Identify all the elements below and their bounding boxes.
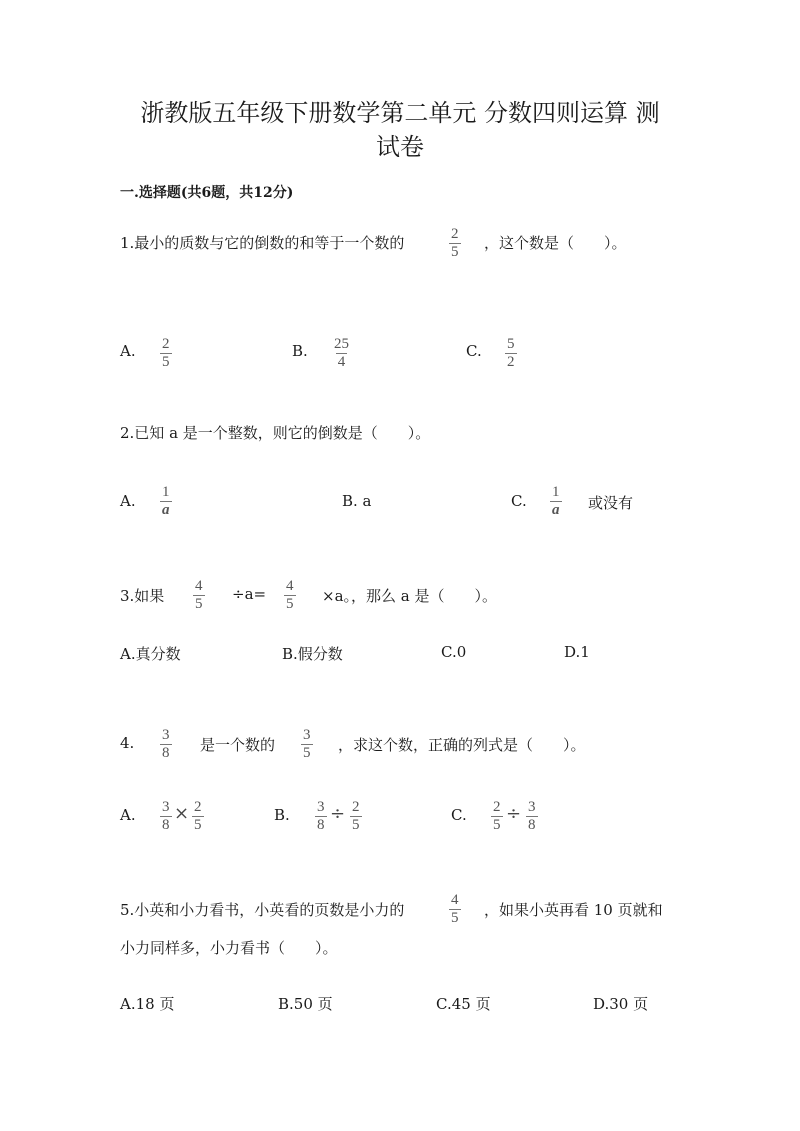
q4-text-middle: 是一个数的: [200, 736, 276, 754]
q2-option-a-denominator: a: [162, 502, 170, 518]
q4-option-a-denominator-1: 8: [162, 817, 170, 833]
q1-option-c-fraction: [505, 336, 517, 371]
q4-option-b-operator: ÷: [330, 803, 346, 824]
q4-fraction-2-numerator: 3: [303, 727, 311, 743]
q5-text-before: 5.小英和小力看书，小英看的页数是小力的: [120, 901, 405, 919]
q3-fraction-2-numerator: 4: [286, 578, 294, 594]
q4-fraction-1: [160, 727, 172, 762]
q2-option-c-suffix: 或没有: [588, 494, 634, 512]
q4-fraction-1-denominator: 8: [162, 745, 170, 761]
q3-option-d: D.1: [564, 643, 590, 661]
q4-option-c-denominator-2: 8: [528, 817, 536, 833]
q4-option-a-numerator-2: 2: [194, 799, 202, 815]
q3-text-after: ×a。，那么 a 是（ ）。: [322, 587, 497, 605]
q2-option-a-numerator: 1: [162, 484, 170, 500]
q4-option-c-denominator-1: 5: [493, 817, 501, 833]
q4-fraction-2: [301, 727, 313, 762]
section-heading: 一.选择题(共6题，共12分): [120, 185, 294, 201]
q5-text-line-2: 小力同样多，小力看书（ ）。: [120, 939, 338, 957]
q2-option-c-numerator: 1: [552, 484, 560, 500]
q5-fraction-numerator: 4: [451, 892, 459, 908]
q2-option-c-denominator: a: [552, 502, 560, 518]
q1-option-a-denominator: 5: [162, 354, 170, 370]
q3-text-middle: ÷a=: [232, 585, 267, 603]
q4-text-before: 4.: [120, 734, 135, 752]
q2-option-a-fraction: [160, 484, 172, 519]
q4-option-b-fraction-1: [315, 799, 327, 834]
q4-option-b-label: B.: [274, 806, 290, 824]
q4-option-c-label: C.: [451, 806, 467, 824]
q3-option-a: A.真分数: [120, 645, 181, 663]
q4-option-b-fraction-2: [350, 799, 362, 834]
q1-fraction-denominator: 5: [451, 244, 459, 260]
q1-option-b-fraction: [332, 336, 351, 371]
q5-option-a: A.18 页: [120, 995, 175, 1013]
q4-option-c-fraction-1: [491, 799, 503, 834]
q3-fraction-2: [284, 578, 296, 613]
q1-text-before: 1.最小的质数与它的倒数的和等于一个数的: [120, 234, 405, 252]
q4-option-a-fraction-2: [192, 799, 204, 834]
q4-option-a-numerator-1: 3: [162, 799, 170, 815]
q5-option-b: B.50 页: [278, 995, 333, 1013]
q2-option-c-fraction: [550, 484, 562, 519]
q2-option-b-label: B. a: [342, 492, 372, 510]
q1-fraction-numerator: 2: [451, 226, 459, 242]
q4-option-c-operator: ÷: [506, 803, 522, 824]
q1-option-b-numerator: 25: [334, 336, 349, 352]
q4-option-c-numerator-1: 2: [493, 799, 501, 815]
q3-fraction-2-denominator: 5: [286, 596, 294, 612]
q3-option-c: C.0: [441, 643, 467, 661]
q4-fraction-1-numerator: 3: [162, 727, 170, 743]
q5-option-c: C.45 页: [436, 995, 491, 1013]
q4-option-b-numerator-1: 3: [317, 799, 325, 815]
q1-option-c-denominator: 2: [507, 354, 515, 370]
page-title-line-2: 试卷: [376, 133, 424, 161]
q3-fraction-1: [193, 578, 205, 613]
q1-fraction: [449, 226, 461, 261]
q4-fraction-2-denominator: 5: [303, 745, 311, 761]
q1-option-a-numerator: 2: [162, 336, 170, 352]
q4-option-c-fraction-2: [526, 799, 538, 834]
page-title-line-1: 浙教版五年级下册数学第二单元 分数四则运算 测: [140, 99, 660, 127]
q4-option-c-numerator-2: 3: [528, 799, 536, 815]
q4-option-b-numerator-2: 2: [352, 799, 360, 815]
q4-option-b-denominator-1: 8: [317, 817, 325, 833]
q2-option-c-label: C.: [511, 492, 527, 510]
q3-fraction-1-numerator: 4: [195, 578, 203, 594]
q1-option-a-fraction: [160, 336, 172, 371]
q1-option-c-label: C.: [466, 342, 482, 360]
q2-option-a-label: A.: [120, 492, 136, 510]
q5-fraction: [449, 892, 461, 927]
q4-text-after: ，求这个数，正确的列式是（ ）。: [338, 736, 586, 754]
q4-option-a-label: A.: [120, 806, 136, 824]
q1-option-b-denominator: 4: [337, 354, 346, 370]
q2-text: 2.已知 a 是一个整数，则它的倒数是（ ）。: [120, 424, 431, 442]
q3-fraction-1-denominator: 5: [195, 596, 203, 612]
q5-option-d: D.30 页: [593, 995, 649, 1013]
q5-fraction-denominator: 5: [451, 910, 459, 926]
q1-option-c-numerator: 5: [507, 336, 515, 352]
q4-option-a-denominator-2: 5: [194, 817, 202, 833]
q1-option-a-label: A.: [120, 342, 136, 360]
q1-option-b-label: B.: [292, 342, 308, 360]
q3-option-b: B.假分数: [282, 645, 343, 663]
q3-text-before: 3.如果: [120, 587, 165, 605]
q5-text-after: ，如果小英再看 10 页就和: [484, 901, 663, 919]
q1-text-after: ，这个数是（ ）。: [484, 234, 627, 252]
q4-option-a-operator: ×: [174, 803, 190, 824]
q4-option-b-denominator-2: 5: [352, 817, 360, 833]
q4-option-a-fraction-1: [160, 799, 172, 834]
